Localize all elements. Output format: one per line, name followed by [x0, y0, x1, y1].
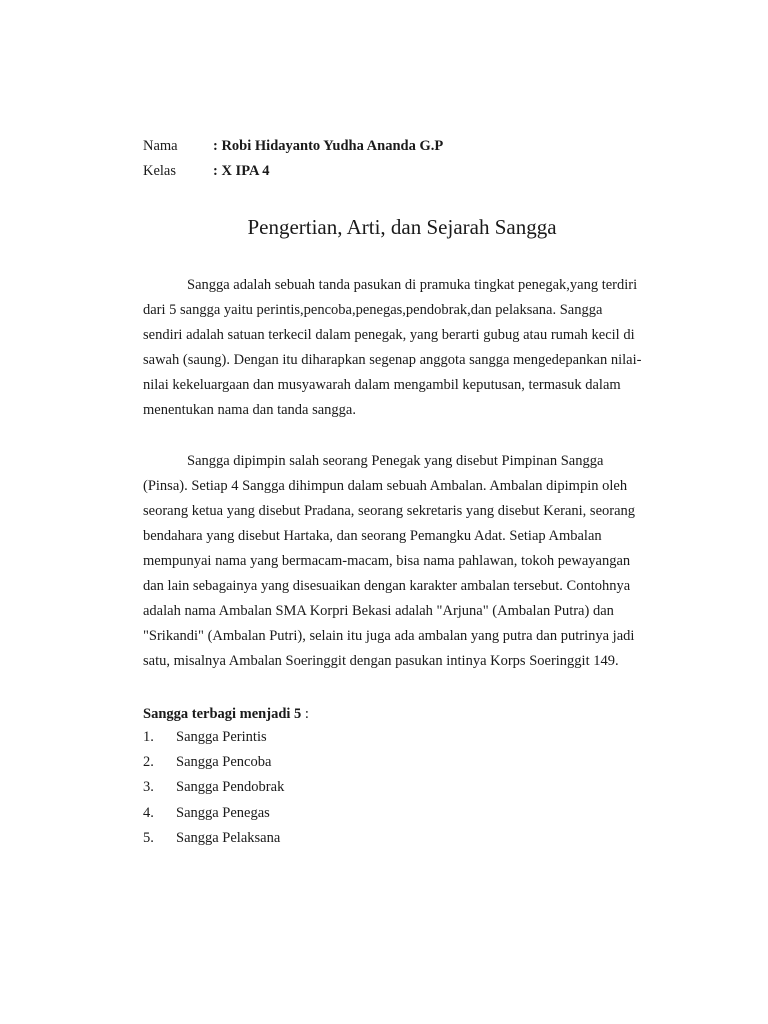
list-item	[143, 826, 284, 851]
list-item-text: Sangga Penegas	[176, 804, 270, 821]
paragraph-line: adalah nama Ambalan SMA Korpri Bekasi adalah "Arjuna" (Ambalan Putra) dan	[143, 603, 614, 619]
paragraph-line: sawah (saung). Dengan itu diharapkan segenap anggota sangga mengedepankan nilai-	[143, 352, 642, 368]
paragraph-line: seorang ketua yang disebut Pradana, seorang sekretaris yang disebut Kerani, seorang	[143, 503, 636, 519]
name-value: : Robi Hidayanto Yudha Ananda G.P	[213, 138, 444, 154]
class-value: : X IPA 4	[213, 163, 270, 179]
paragraph-line: nilai kekeluargaan dan musyawarah dalam mengambil keputusan, termasuk dalam	[143, 377, 621, 393]
sangga-list	[143, 725, 284, 851]
document-title: Pengertian, Arti, dan Sejarah Sangga	[247, 215, 557, 239]
class-row	[143, 162, 270, 180]
paragraph-line: Sangga adalah sebuah tanda pasukan di pramuka tingkat penegak,yang terdiri	[187, 277, 638, 293]
paragraph-2	[143, 449, 663, 674]
list-item-text: Sangga Perintis	[176, 729, 267, 745]
name-row	[143, 137, 443, 155]
paragraph-line: satu, misalnya Ambalan Soeringgit dengan pasukan intinya Korps Soeringgit 149.	[143, 653, 619, 669]
paragraph-line: (Pinsa). Setiap 4 Sangga dihimpun dalam sebuah Ambalan. Ambalan dipimpin oleh	[143, 478, 628, 494]
paragraph-line: dari 5 sangga yaitu perintis,pencoba,penegas,pendobrak,dan pelaksana. Sangga	[143, 302, 603, 318]
paragraph-line: sendiri adalah satuan terkecil dalam penegak, yang berarti gubug atau rumah kecil di	[143, 327, 635, 343]
list-item-number: 4.	[143, 804, 154, 821]
list-item-number: 2.	[143, 754, 154, 771]
paragraph-line: menentukan nama dan tanda sangga.	[143, 402, 356, 418]
list-item-number: 1.	[143, 729, 154, 745]
list-item-number: 3.	[143, 779, 154, 796]
list-item-text: Sangga Pendobrak	[176, 779, 285, 796]
list-heading-colon: :	[301, 706, 309, 722]
paragraph-1	[143, 273, 663, 423]
paragraph-line: bendahara yang disebut Hartaka, dan seorang Pemangku Adat. Setiap Ambalan	[143, 528, 602, 544]
name-label: Nama	[143, 138, 178, 154]
list-item-text: Sangga Pencoba	[176, 754, 272, 771]
list-item	[143, 750, 284, 775]
list-heading	[143, 702, 309, 727]
paragraph-line: mempunyai nama yang bermacam-macam, bisa nama pahlawan, tokoh pewayangan	[143, 553, 631, 569]
paragraph-line: "Srikandi" (Ambalan Putri), selain itu juga ada ambalan yang putra dan putrinya jadi	[143, 628, 635, 644]
list-item	[143, 775, 284, 800]
list-item-number: 5.	[143, 829, 154, 846]
paragraph-line: Sangga dipimpin salah seorang Penegak yang disebut Pimpinan Sangga	[187, 453, 604, 469]
list-item	[143, 801, 284, 826]
class-label: Kelas	[143, 163, 177, 179]
list-item	[143, 725, 284, 750]
paragraph-line: dan lain sebagainya yang disesuaikan dengan karakter ambalan tersebut. Contohnya	[143, 578, 631, 594]
list-item-text: Sangga Pelaksana	[176, 829, 281, 846]
list-heading-text: Sangga terbagi menjadi 5	[143, 706, 302, 722]
